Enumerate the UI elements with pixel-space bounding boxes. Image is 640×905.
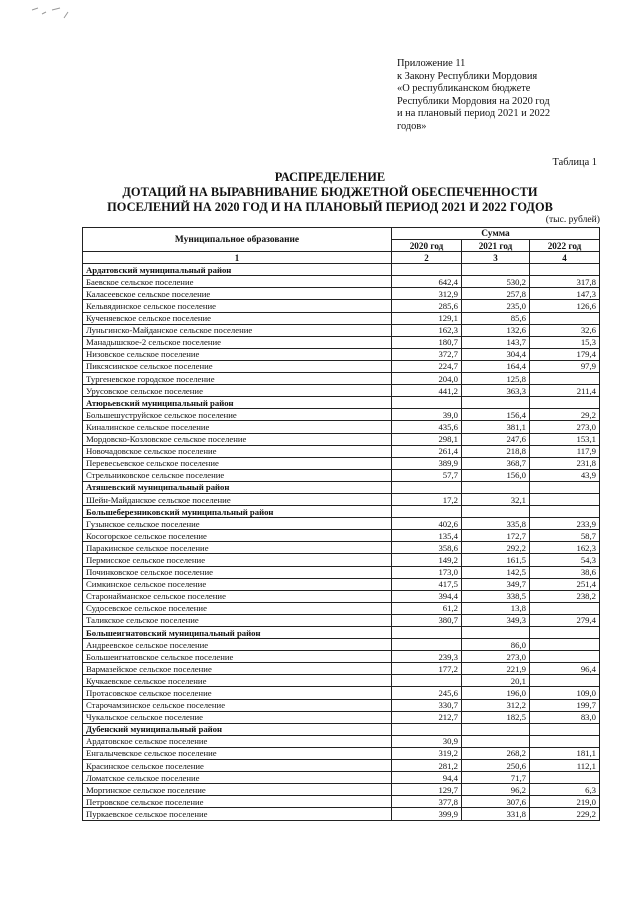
table-row [83,687,600,699]
table-row [83,808,600,820]
district-name: Ардатовский муниципальный район [83,264,392,276]
amount-2020: 358,6 [392,542,462,554]
table-row [83,457,600,469]
table-row [83,530,600,542]
amount-2020: 298,1 [392,433,462,445]
amount-2021: 235,0 [462,300,530,312]
empty-cell [530,506,600,518]
table-row [83,651,600,663]
amount-2020: 399,9 [392,808,462,820]
amount-2020: 239,3 [392,651,462,663]
empty-cell [392,397,462,409]
district-row [83,481,600,493]
amount-2020: 149,2 [392,554,462,566]
empty-cell [530,627,600,639]
table-row [83,699,600,711]
amount-2021: 363,3 [462,385,530,397]
table-row [83,385,600,397]
amount-2021: 143,7 [462,336,530,348]
settlement-name: Гузынское сельское поселение [83,518,392,530]
subsidy-table [82,227,600,821]
amount-2020: 30,9 [392,735,462,747]
amount-2022: 29,2 [530,409,600,421]
settlement-name: Низовское сельское поселение [83,348,392,360]
amount-2022 [530,493,600,505]
amount-2021: 96,2 [462,784,530,796]
settlement-name: Мордовско-Козловское сельское поселение [83,433,392,445]
amount-2021: 164,4 [462,360,530,372]
amount-2021: 304,4 [462,348,530,360]
column-index: 1 [83,252,392,264]
amount-2020: 402,6 [392,518,462,530]
table-row [83,711,600,723]
amount-2022 [530,651,600,663]
amount-2021: 335,8 [462,518,530,530]
empty-cell [530,723,600,735]
amount-2020: 173,0 [392,566,462,578]
table-row [83,760,600,772]
table-row [83,675,600,687]
amount-2020: 285,6 [392,300,462,312]
amount-2020: 642,4 [392,276,462,288]
amount-2022: 32,6 [530,324,600,336]
empty-cell [462,723,530,735]
table-row [83,336,600,348]
amount-2021: 338,5 [462,590,530,602]
amount-2020: 39,0 [392,409,462,421]
settlement-name: Киналинское сельское поселение [83,421,392,433]
amount-2021: 307,6 [462,796,530,808]
amount-2022 [530,639,600,651]
table-body [83,264,600,820]
district-name: Атюрьевский муниципальный район [83,397,392,409]
amount-2022: 238,2 [530,590,600,602]
amount-2022 [530,675,600,687]
settlement-name: Ломатское сельское поселение [83,772,392,784]
amount-2021: 312,2 [462,699,530,711]
table-row [83,566,600,578]
empty-cell [392,481,462,493]
amount-2022: 229,2 [530,808,600,820]
amount-2020: 129,7 [392,784,462,796]
settlement-name: Моргинское сельское поселение [83,784,392,796]
annex-line: Республики Мордовия на 2020 год [397,95,550,107]
amount-2020: 245,6 [392,687,462,699]
settlement-name: Каласеевское сельское поселение [83,288,392,300]
table-row [83,312,600,324]
annex-line: Приложение 11 [397,58,466,69]
title-line-3: ПОСЕЛЕНИЙ НА 2020 ГОД И НА ПЛАНОВЫЙ ПЕРИОД 2021 И 2022 ГОДОВ [107,199,553,214]
amount-2022: 162,3 [530,542,600,554]
amount-2020: 224,7 [392,360,462,372]
amount-2021: 132,6 [462,324,530,336]
settlement-name: Новочадовское сельское поселение [83,445,392,457]
amount-2022: 6,3 [530,784,600,796]
amount-2022: 96,4 [530,663,600,675]
amount-2022: 15,3 [530,336,600,348]
amount-2021: 20,1 [462,675,530,687]
district-row [83,397,600,409]
district-row [83,264,600,276]
amount-2021: 85,6 [462,312,530,324]
amount-2021: 71,7 [462,772,530,784]
settlement-name: Петровское сельское поселение [83,796,392,808]
annex-line: «О республиканском бюджете [397,83,531,94]
settlement-name: Паракинское сельское поселение [83,542,392,554]
empty-cell [462,627,530,639]
column-header-2022: 2022 год [530,240,600,252]
settlement-name: Большешуструйское сельское поселение [83,409,392,421]
amount-2020: 312,9 [392,288,462,300]
table-row [83,288,600,300]
table-row [83,360,600,372]
settlement-name: Пермисское сельское поселение [83,554,392,566]
amount-2020: 57,7 [392,469,462,481]
amount-2020: 417,5 [392,578,462,590]
amount-2022 [530,373,600,385]
settlement-name: Судосевское сельское поселение [83,602,392,614]
amount-2020: 435,6 [392,421,462,433]
table-row [83,276,600,288]
amount-2022 [530,602,600,614]
pen-mark-scribble [30,6,70,28]
empty-cell [530,481,600,493]
amount-2020: 372,7 [392,348,462,360]
settlement-name: Красинское сельское поселение [83,760,392,772]
settlement-name: Ардатовское сельское поселение [83,735,392,747]
amount-2020: 129,1 [392,312,462,324]
amount-2020: 17,2 [392,493,462,505]
settlement-name: Манадышское-2 сельское поселение [83,336,392,348]
settlement-name: Косогорское сельское поселение [83,530,392,542]
amount-2022: 112,1 [530,760,600,772]
amount-2022: 317,8 [530,276,600,288]
amount-2021: 172,7 [462,530,530,542]
amount-2021: 530,2 [462,276,530,288]
title-line-1: РАСПРЕДЕЛЕНИЕ [274,170,386,184]
settlement-name: Баевское сельское поселение [83,276,392,288]
amount-2022: 231,8 [530,457,600,469]
table-row [83,445,600,457]
amount-2020: 377,8 [392,796,462,808]
amount-2020: 394,4 [392,590,462,602]
amount-2021: 331,8 [462,808,530,820]
amount-2020: 177,2 [392,663,462,675]
amount-2021: 156,4 [462,409,530,421]
amount-2022: 153,1 [530,433,600,445]
amount-2022 [530,312,600,324]
unit-label: (тыс. рублей) [545,214,600,225]
amount-2021: 182,5 [462,711,530,723]
amount-2022: 199,7 [530,699,600,711]
amount-2021: 221,9 [462,663,530,675]
settlement-name: Кучкаевское сельское поселение [83,675,392,687]
amount-2022: 97,9 [530,360,600,372]
amount-2022: 181,1 [530,747,600,759]
settlement-name: Протасовское сельское поселение [83,687,392,699]
amount-2022: 273,0 [530,421,600,433]
table-row [83,493,600,505]
amount-2020: 380,7 [392,614,462,626]
amount-2022 [530,735,600,747]
empty-cell [392,627,462,639]
table-row [83,373,600,385]
table-row [83,747,600,759]
table-row [83,735,600,747]
settlement-name: Андреевское сельское поселение [83,639,392,651]
settlement-name: Урусовское сельское поселение [83,385,392,397]
amount-2021: 368,7 [462,457,530,469]
table-row [83,554,600,566]
empty-cell [392,506,462,518]
table-row [83,578,600,590]
settlement-name: Шейн-Майданское сельское поселение [83,493,392,505]
amount-2021 [462,735,530,747]
annex-line: годов» [397,120,427,132]
column-header-2020: 2020 год [392,240,462,252]
amount-2021: 86,0 [462,639,530,651]
amount-2021: 268,2 [462,747,530,759]
district-row [83,506,600,518]
district-name: Большеигнатовский муниципальный район [83,627,392,639]
settlement-name: Пиксясинское сельское поселение [83,360,392,372]
settlement-name: Пуркаевское сельское поселение [83,808,392,820]
empty-cell [462,397,530,409]
annex-block [397,58,597,133]
amount-2020: 261,4 [392,445,462,457]
amount-2022: 279,4 [530,614,600,626]
empty-cell [462,506,530,518]
amount-2020: 94,4 [392,772,462,784]
amount-2021: 349,7 [462,578,530,590]
table-row [83,784,600,796]
empty-cell [530,397,600,409]
column-index: 2 [392,252,462,264]
table-number-label: Таблица 1 [552,157,597,168]
table-row [83,348,600,360]
settlement-name: Тургеневское городское поселение [83,373,392,385]
table-row [83,433,600,445]
amount-2021: 156,0 [462,469,530,481]
amount-2021: 381,1 [462,421,530,433]
amount-2020: 61,2 [392,602,462,614]
settlement-name: Починковское сельское поселение [83,566,392,578]
table-row [83,542,600,554]
amount-2022: 211,4 [530,385,600,397]
settlement-name: Енгалычевское сельское поселение [83,747,392,759]
district-name: Большеберезниковский муниципальный район [83,506,392,518]
district-row [83,627,600,639]
table-row [83,469,600,481]
amount-2022: 83,0 [530,711,600,723]
amount-2020 [392,639,462,651]
column-index: 4 [530,252,600,264]
annex-line: и на плановый период 2021 и 2022 [397,108,551,119]
table-row [83,602,600,614]
amount-2022: 147,3 [530,288,600,300]
amount-2021: 247,6 [462,433,530,445]
table-row [83,590,600,602]
table-row [83,421,600,433]
amount-2020: 330,7 [392,699,462,711]
settlement-name: Перевесьевское сельское поселение [83,457,392,469]
column-index: 3 [462,252,530,264]
amount-2020: 162,3 [392,324,462,336]
amount-2022: 219,0 [530,796,600,808]
table-row [83,663,600,675]
settlement-name: Большеигнатовское сельское поселение [83,651,392,663]
district-row [83,723,600,735]
amount-2022: 43,9 [530,469,600,481]
empty-cell [392,723,462,735]
amount-2022: 233,9 [530,518,600,530]
title-line-2: ДОТАЦИЙ НА ВЫРАВНИВАНИЕ БЮДЖЕТНОЙ ОБЕСПЕЧЕННОСТИ [122,184,538,199]
amount-2021: 32,1 [462,493,530,505]
amount-2022: 126,6 [530,300,600,312]
amount-2020: 212,7 [392,711,462,723]
amount-2021: 273,0 [462,651,530,663]
amount-2020: 204,0 [392,373,462,385]
amount-2020: 441,2 [392,385,462,397]
amount-2020: 281,2 [392,760,462,772]
settlement-name: Чукальское сельское поселение [83,711,392,723]
table-row [83,324,600,336]
amount-2020 [392,675,462,687]
table-row [83,772,600,784]
table-row [83,614,600,626]
amount-2020: 389,9 [392,457,462,469]
annex-line: к Закону Республики Мордовия [397,70,538,82]
amount-2021: 196,0 [462,687,530,699]
amount-2022: 54,3 [530,554,600,566]
table-row [83,639,600,651]
amount-2021: 250,6 [462,760,530,772]
amount-2021: 142,5 [462,566,530,578]
amount-2021: 292,2 [462,542,530,554]
column-header-municipality: Муниципальное образование [83,228,392,252]
amount-2022: 38,6 [530,566,600,578]
amount-2022: 179,4 [530,348,600,360]
empty-cell [392,264,462,276]
settlement-name: Луньгинско-Майданское сельское поселение [83,324,392,336]
amount-2022: 58,7 [530,530,600,542]
amount-2021: 257,8 [462,288,530,300]
amount-2021: 349,3 [462,614,530,626]
amount-2020: 135,4 [392,530,462,542]
document-title [60,170,600,214]
column-header-sum: Сумма [392,228,600,240]
settlement-name: Стрельниковское сельское поселение [83,469,392,481]
amount-2022 [530,772,600,784]
settlement-name: Старочамзинское сельское поселение [83,699,392,711]
table-row [83,796,600,808]
settlement-name: Старонайманское сельское поселение [83,590,392,602]
column-header-2021: 2021 год [462,240,530,252]
amount-2021: 125,8 [462,373,530,385]
amount-2021: 218,8 [462,445,530,457]
empty-cell [530,264,600,276]
table-row [83,518,600,530]
district-name: Дубенский муниципальный район [83,723,392,735]
empty-cell [462,481,530,493]
settlement-name: Симкинское сельское поселение [83,578,392,590]
settlement-name: Вармазейское сельское поселение [83,663,392,675]
settlement-name: Кельвядинское сельское поселение [83,300,392,312]
district-name: Атяшевский муниципальный район [83,481,392,493]
settlement-name: Таликское сельское поселение [83,614,392,626]
settlement-name: Кученяевское сельское поселение [83,312,392,324]
amount-2021: 161,5 [462,554,530,566]
amount-2022: 109,0 [530,687,600,699]
empty-cell [462,264,530,276]
amount-2021: 13,8 [462,602,530,614]
amount-2022: 251,4 [530,578,600,590]
amount-2020: 180,7 [392,336,462,348]
table-row [83,409,600,421]
amount-2022: 117,9 [530,445,600,457]
amount-2020: 319,2 [392,747,462,759]
table-row [83,300,600,312]
